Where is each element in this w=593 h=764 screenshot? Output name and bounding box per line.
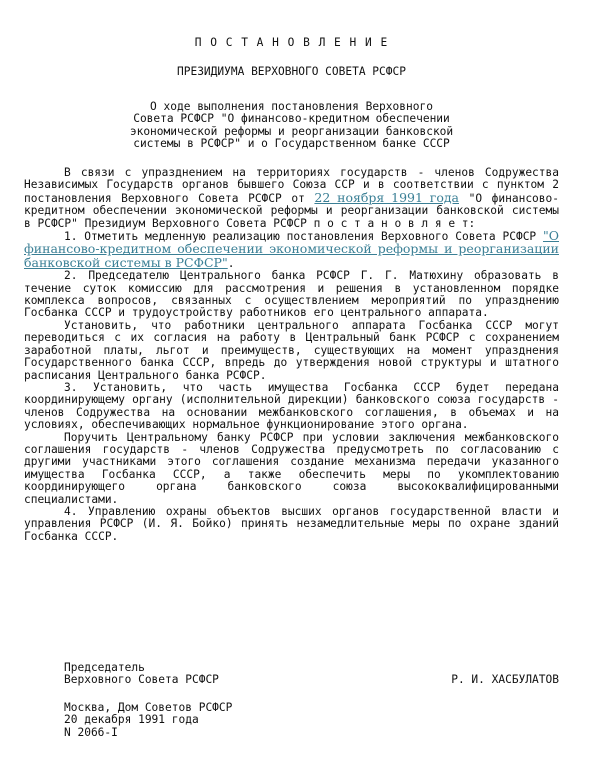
- issuer-heading: ПРЕЗИДИУМА ВЕРХОВНОГО СОВЕТА РСФСР: [176, 65, 406, 78]
- paragraph-4: 4. Управлению охраны объектов высших органов государственной власти и управления РСФСР (И. Я. Бойко) принять незамедлительные меры по охране зданий Госбанка СССР.: [24, 504, 559, 543]
- signature-block: [64, 662, 559, 687]
- document-footer: [64, 702, 559, 739]
- document-number: N 2066-I: [64, 725, 118, 739]
- preamble-text: "О финансово-кредитном обеспечении экономической реформы и реорганизации банковской системы в РСФСР" Президиум Верховного Совета РСФСР п о с т а н о в л я е т:: [24, 191, 559, 230]
- title-line: системы в РСФСР" и о Государственном банке СССР: [133, 137, 450, 151]
- signature-title: Верховного Совета РСФСР: [64, 673, 219, 687]
- signature-row: [64, 674, 559, 686]
- preamble-paragraph: [24, 167, 559, 230]
- paragraph-text: .: [227, 256, 235, 270]
- paragraph-2-continued: Установить, что работники центрального аппарата Госбанка СССР могут переводиться с их согласия на работу в Центральный банк РСФСР с сохранением заработной платы, льгот и преимуществ, существующих на момент упразднения Государственного банка СССР, впредь до утверждения новой структуры и штатного расписания Центрального банка РСФСР.: [24, 318, 559, 382]
- document-title: [24, 101, 559, 151]
- paragraph-3: 3. Установить, что часть имущества Госбанка СССР будет передана координирующему органу (исполнительной дирекции) банковского союза государств - членов Содружества на основании межбанковского соглашения, в объемах и на условиях, обеспечивающих нормальное функционирование этого органа.: [24, 380, 559, 432]
- document-type-heading: П О С Т А Н О В Л Е Н И Е: [194, 36, 389, 49]
- signature-title: Председатель: [64, 661, 145, 674]
- title-line: О ходе выполнения постановления Верховного: [150, 100, 433, 113]
- document-body: [24, 167, 559, 543]
- paragraph-1: [24, 230, 559, 270]
- preamble-text: В связи с упразднением на территориях государств - членов Содружества Независимых Государств органов бывшего Союза ССР и в соответствии с пунктом 2 постановления Верховного Совета РСФСР от: [24, 166, 559, 205]
- resolution-link[interactable]: "О финансово-кредитном обеспечении экономической реформы и реорганизации банковской системы в РСФСР": [24, 228, 559, 270]
- paragraph-3-continued: Поручить Центральному банку РСФСР при условии заключения межбанковского соглашения государств - членов Содружества предусмотреть по согласованию с другими участниками этого соглашения создание механизма передачи указанного имущества Госбанка СССР, а также обеспечить меры по укомплектованию координирующего органа банковского союза высококвалифицированными специалистами.: [24, 430, 559, 506]
- issue-date: 20 декабря 1991 года: [64, 713, 199, 727]
- title-line: экономической реформы и реорганизации банковской: [129, 124, 454, 138]
- signatory-name: Р. И. ХАСБУЛАТОВ: [451, 673, 559, 687]
- paragraph-2: 2. Председателю Центрального банка РСФСР Г. Г. Матюхину образовать в течение суток комиссию для рассмотрения и решения в установленном порядке комплекса вопросов, связанных с осуществлением мероприятий по упразднению Госбанка СССР и трудоустройству работников его центрального аппарата.: [24, 269, 559, 320]
- place-of-issue: Москва, Дом Советов РСФСР: [64, 701, 233, 714]
- date-link[interactable]: 22 ноября 1991 года: [314, 189, 459, 205]
- title-line: Совета РСФСР "О финансово-кредитном обеспечении: [133, 112, 450, 126]
- paragraph-text: 1. Отметить медленную реализацию постановления Верховного Совета РСФСР: [64, 230, 543, 244]
